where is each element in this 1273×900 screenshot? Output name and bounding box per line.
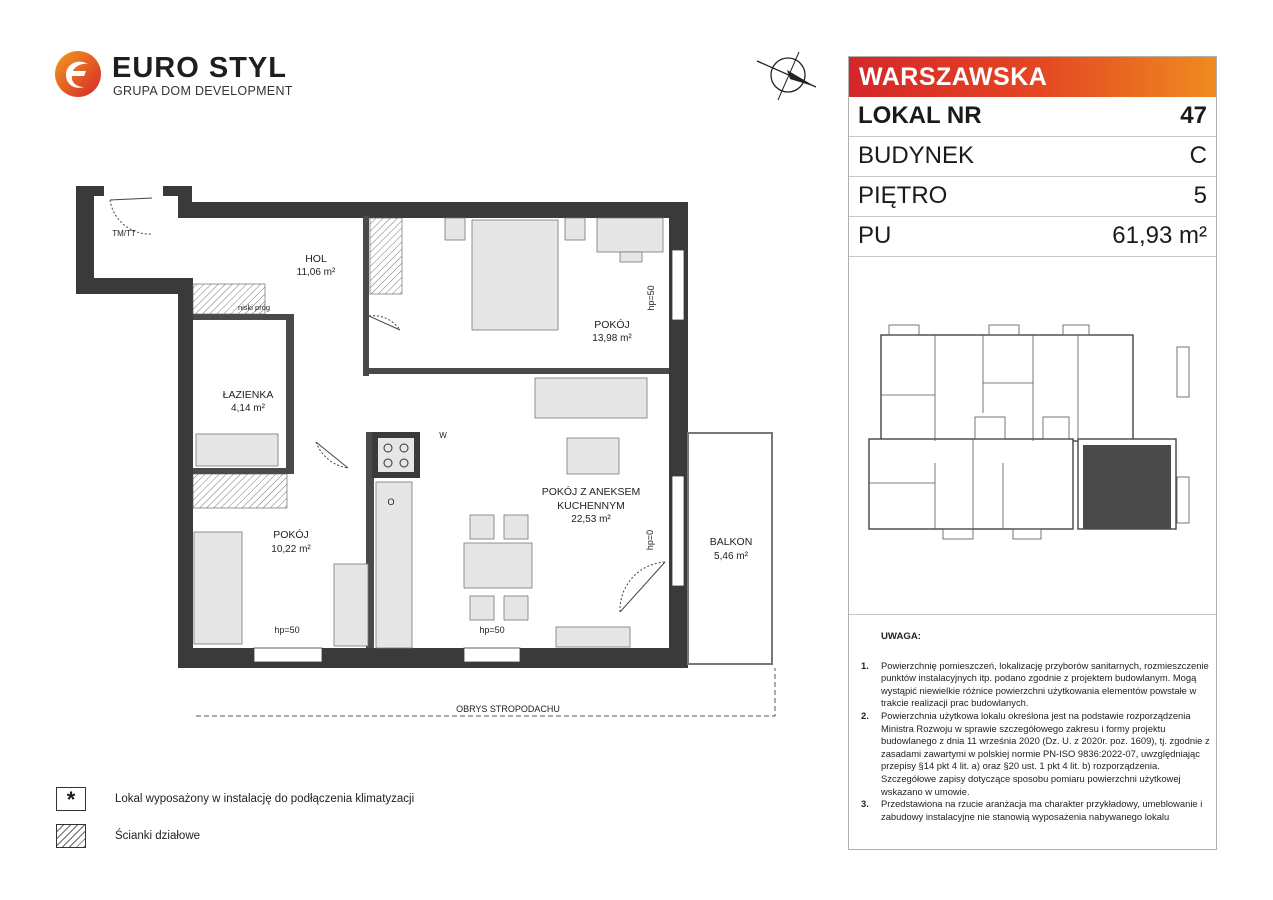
note-number: 1. <box>861 659 869 671</box>
room-pokoj1-area: 13,98 m² <box>592 333 632 344</box>
room-salon-name2: KUCHENNYM <box>557 500 625 512</box>
row-pu-key: PU <box>858 222 892 249</box>
brand-name: EURO STYL <box>112 52 287 84</box>
room-pokoj2-area: 10,22 m² <box>271 544 311 555</box>
brand-subtitle: GRUPA DOM DEVELOPMENT <box>113 84 293 98</box>
info-panel <box>848 56 1217 850</box>
w-label: W <box>439 431 447 440</box>
room-lazienka-area: 4,14 m² <box>231 403 265 414</box>
legend-partition-text: Ścianki działowe <box>115 830 201 842</box>
row-pu <box>849 217 1216 257</box>
row-budynek <box>849 137 1216 177</box>
panel-divider <box>849 614 1216 615</box>
hp0-label: hp=0 <box>645 529 655 551</box>
building-key-plan <box>863 323 1208 551</box>
tmtt-label: TM/TT <box>112 229 136 238</box>
notes-section <box>861 631 1211 823</box>
room-balkon-area: 5,46 m² <box>714 551 748 562</box>
roof-outline-label: OBRYS STROPODACHU <box>456 704 560 714</box>
room-hol-name: HOL <box>305 253 327 265</box>
row-pu-value: 61,93 m² <box>1112 222 1207 249</box>
note-text: Powierzchnia użytkowa lokalu określona jest na podstawie rozporządzenia Ministra Rozwoju w sprawie szczegółowego zakresu i formy projektu budowlanego z dnia 11 września 2020 (Dz. U. z 2020r. poz. 1609), tj. zgodnie z zasadami zawartymi w polskiej normie PN-ISO 9836:2022-07, uwzględniając przepisy §14 pkt 4 lit. a) oraz §20 ust. 1 pkt 4 lit. b) rozporządzenia. Szczegółowe zapisy dotyczące sposobu pomiaru powierzchni użytkowej wskazano w umowie. <box>881 709 1210 797</box>
legend-ac-text: Lokal wyposażony w instalację do podłączenia klimatyzacji <box>115 793 415 805</box>
note-text: Powierzchnię pomieszczeń, lokalizację przyborów sanitarnych, rozmieszczenie punktów instalacyjnych itp. podano zgodnie z projektem budowlanym. Mogą wystąpić niewielkie różnice powierzchni użytkowania elementów powstałe w trakcie realizacji prac budowlanych. <box>881 659 1209 709</box>
asterisk-icon: * <box>66 787 76 812</box>
note-item <box>861 710 1211 798</box>
row-pietro <box>849 177 1216 217</box>
panel-header <box>849 57 1216 97</box>
note-number: 3. <box>861 798 869 810</box>
hp50-label-3: hp=50 <box>646 285 656 311</box>
legend-ac-symbol <box>56 787 86 811</box>
room-salon-area: 22,53 m² <box>571 514 611 525</box>
notes-title: UWAGA: <box>881 631 921 642</box>
threshold-label: niski próg <box>237 303 271 312</box>
balcony <box>688 433 772 664</box>
row-budynek-key: BUDYNEK <box>858 142 975 169</box>
compass-icon <box>752 48 822 104</box>
highlighted-unit <box>1083 445 1171 529</box>
room-hol-area: 11,06 m² <box>296 267 336 278</box>
note-item <box>861 798 1211 823</box>
stove <box>372 432 420 478</box>
row-budynek-value: C <box>1189 142 1207 169</box>
room-lazienka-name: ŁAZIENKA <box>222 389 274 401</box>
room-salon-name: POKÓJ Z ANEKSEM <box>541 486 641 498</box>
note-text: Przedstawiona na rzucie aranżacja ma charakter przykładowy, umeblowanie i zabudowy instalacyjne nie stanowią wyposażenia nabywanego lokalu <box>881 798 1203 822</box>
room-balkon-name: BALKON <box>709 536 753 548</box>
brand-logo <box>54 50 293 100</box>
room-pokoj2-name: POKÓJ <box>273 529 309 541</box>
note-item <box>861 660 1211 710</box>
eurostyl-logo-icon <box>54 50 102 98</box>
row-pietro-value: 5 <box>1193 182 1207 209</box>
hatch-icon <box>56 824 86 848</box>
row-lokal-value: 47 <box>1180 102 1207 129</box>
floor-plan <box>60 165 780 725</box>
row-lokal-key: LOKAL NR <box>858 102 982 129</box>
investment-name: WARSZAWSKA <box>859 63 1048 91</box>
o-label: O <box>387 497 395 507</box>
hp50-label-1: hp=50 <box>274 625 300 635</box>
row-pietro-key: PIĘTRO <box>858 182 948 209</box>
note-number: 2. <box>861 709 869 721</box>
room-pokoj1-name: POKÓJ <box>594 319 630 331</box>
row-lokal <box>849 97 1216 137</box>
hp50-label-2: hp=50 <box>479 625 505 635</box>
